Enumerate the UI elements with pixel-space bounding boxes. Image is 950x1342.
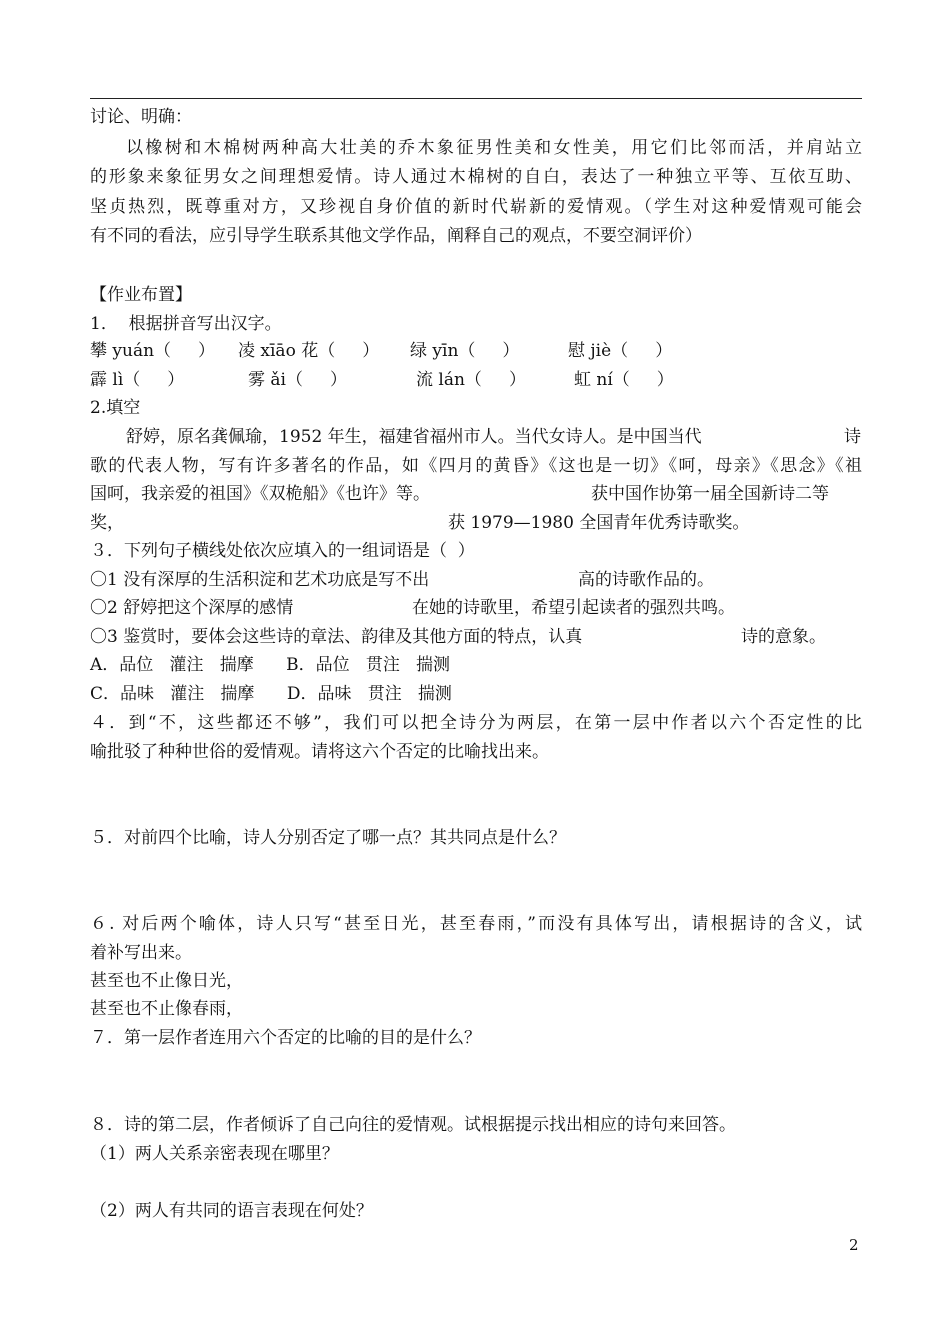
- q2-text: 舒婷，原名龚佩瑜，1952 年生，福建省福州市人。当代女诗人。是中国当代: [126, 427, 702, 447]
- q1-item: 凌 xīāo 花（ ）: [238, 341, 380, 361]
- q3-sentence: 〇3 鉴赏时，要体会这些诗的章法、韵律及其他方面的特点，认真: [90, 627, 583, 647]
- q6-text: 甚至也不止像春雨，: [90, 999, 243, 1019]
- q1-item: 慰 jiè（ ）: [568, 341, 673, 361]
- q1-item: 霹 lì（ ）: [90, 370, 185, 390]
- q1-item: 雾 ǎi（ ）: [248, 370, 347, 390]
- q8-sub: （1）两人关系亲密表现在哪里？: [90, 1144, 339, 1164]
- discussion-line-1: 以橡树和木棉树两种高大壮美的乔木象征男性美和女性美，用它们比邻而活，并肩站立: [126, 138, 862, 158]
- q3-sentence: 〇2 舒婷把这个深厚的感情: [90, 598, 294, 618]
- page-number: 2: [849, 1236, 859, 1254]
- q8-sub: （2）两人有共同的语言表现在何处？: [90, 1201, 373, 1221]
- discussion-line-2: 的形象来象征男女之间理想爱情。诗人通过木棉树的自白，表达了一种独立平等、互依互助、: [90, 167, 862, 187]
- q6-text: 着补写出来。: [90, 943, 192, 963]
- q3-options: A．品位 灌注 揣摩 B．品位 贯注 揣测: [90, 655, 451, 675]
- q1-item: 攀 yuán（ ）: [90, 341, 216, 361]
- q6-text: 甚至也不止像日光，: [90, 971, 243, 991]
- q1-item: 流 lán（ ）: [416, 370, 526, 390]
- q2-text: 奖，: [90, 513, 124, 533]
- q2-text: 获 1979—1980 全国青年优秀诗歌奖。: [448, 513, 750, 533]
- q8-text: ８．诗的第二层，作者倾诉了自己向往的爱情观。试根据提示找出相应的诗句来回答。: [90, 1115, 736, 1135]
- q3-sentence: 〇1 没有深厚的生活积淀和艺术功底是写不出: [90, 570, 430, 590]
- q3-sentence: 高的诗歌作品的。: [578, 570, 714, 590]
- q7-text: ７．第一层作者连用六个否定的比喻的目的是什么？: [90, 1028, 481, 1048]
- q4-text: 喻批驳了种种世俗的爱情观。请将这六个否定的比喻找出来。: [90, 742, 549, 762]
- q3-sentence: 诗的意象。: [741, 627, 826, 647]
- q2-text: 诗: [844, 427, 861, 447]
- q1-item: 绿 yīn（ ）: [410, 341, 520, 361]
- q3-options: C．品味 灌注 揣摩 D．品味 贯注 揣测: [90, 684, 452, 704]
- discussion-line-4: 有不同的看法，应引导学生联系其他文学作品，阐释自己的观点，不要空洞评价）: [90, 226, 702, 246]
- q5-text: ５．对前四个比喻，诗人分别否定了哪一点？其共同点是什么？: [90, 828, 566, 848]
- q2-text: 国呵，我亲爱的祖国》《双桅船》《也许》等。: [90, 484, 430, 504]
- q3-label: ３．下列句子横线处依次应填入的一组词语是（ ）: [90, 541, 475, 561]
- q2-text: 歌的代表人物，写有许多著名的作品，如《四月的黄昏》《这也是一切》《呵，母亲》《思念》《祖: [90, 456, 862, 476]
- discussion-heading: 讨论、明确：: [90, 107, 192, 127]
- q2-label: 2.填空: [90, 398, 141, 418]
- header-rule: [90, 98, 862, 99]
- q6-text: ６. 对后两个喻体，诗人只写“甚至日光，甚至春雨，”而没有具体写出，请根据诗的含义，试: [90, 914, 862, 934]
- q1-item: 虹 ní（ ）: [574, 370, 674, 390]
- homework-heading: 【作业布置】: [90, 285, 192, 305]
- q3-sentence: 在她的诗歌里，希望引起读者的强烈共鸣。: [412, 598, 735, 618]
- q4-text: ４．到“不，这些都还不够”，我们可以把全诗分为两层，在第一层中作者以六个否定性的比: [90, 713, 862, 733]
- discussion-line-3: 坚贞热烈，既尊重对方，又珍视自身价值的新时代崭新的爱情观。（学生对这种爱情观可能会: [90, 197, 862, 217]
- q2-text: 获中国作协第一届全国新诗二等: [591, 484, 829, 504]
- q1-label: 1． 根据拼音写出汉字。: [90, 314, 282, 334]
